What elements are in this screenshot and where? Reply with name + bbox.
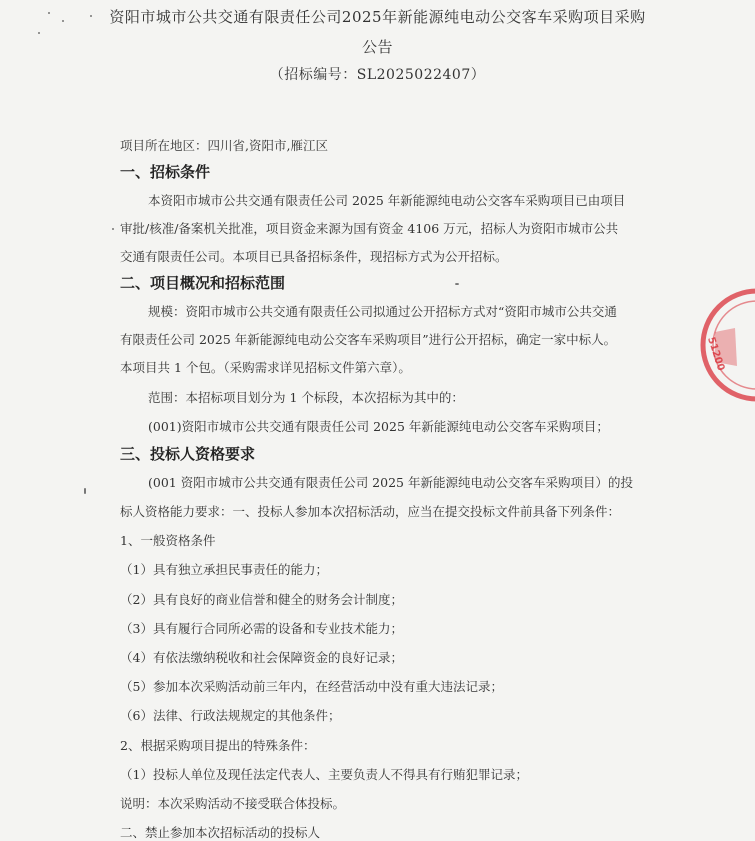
section3-para-line: 说明：本次采购活动不接受联合体投标。 [120,796,346,811]
section3-para-line: （5）参加本次采购活动前三年内，在经营活动中没有重大违法记录； [120,679,503,694]
section3-para-line: （3）具有履行合同所必需的设备和专业技术能力； [120,621,403,636]
section2-para-line: 范围：本招标项目划分为 1 个标段，本次招标为其中的： [148,390,464,405]
document-title-line2: 公告 [361,38,393,56]
project-location: 项目所在地区：四川省,资阳市,雁江区 [120,138,328,153]
section3-para-line: 二、禁止参加本次招标活动的投标人 [120,825,321,840]
bid-number: （招标编号：SL2025022407） [269,67,486,83]
svg-text:51200: 51200 [705,335,727,373]
section3-para-line: （1）投标人单位及现任法定代表人、主要负责人不得具有行贿犯罪记录； [120,767,528,782]
scan-speck [38,32,40,34]
section3-para-line: （2）具有良好的商业信誉和健全的财务会计制度； [120,592,403,607]
section1-heading: 一、招标条件 [120,163,211,181]
scan-speck [455,283,459,285]
section3-para-line: (001 资阳市城市公共交通有限责任公司 2025 年新能源纯电动公交客车采购项目）的投 [148,475,633,490]
section1-para-line: 交通有限责任公司。本项目已具备招标条件，现招标方式为公开招标。 [120,249,508,264]
section3-para-line: 1、一般资格条件 [120,533,216,548]
scan-speck [112,228,114,230]
document-title-line1: 资阳市城市公共交通有限责任公司2025年新能源纯电动公交客车采购项目采购 [109,8,646,26]
section2-para-line: 规模：资阳市城市公共交通有限责任公司拟通过公开招标方式对“资阳市城市公共交通 [148,304,617,319]
section2-heading: 二、项目概况和招标范围 [120,274,286,292]
section1-para-line: 审批/核准/备案机关批准，项目资金来源为国有资金 4106 万元，招标人为资阳市城市公共 [120,221,619,236]
section1-para-line: 本资阳市城市公共交通有限责任公司 2025 年新能源纯电动公交客车采购项目已由项目 [148,193,626,208]
section2-para-line: (001)资阳市城市公共交通有限责任公司 2025 年新能源纯电动公交客车采购项目； [148,419,609,434]
official-seal-stamp [695,280,755,410]
section3-para-line: （4）有依法缴纳税收和社会保障资金的良好记录； [120,650,403,665]
scan-speck [84,488,86,494]
section2-para-line: 有限责任公司 2025 年新能源纯电动公交客车采购项目”进行公开招标，确定一家中标人。 [120,332,617,347]
section3-para-line: （1）具有独立承担民事责任的能力； [120,562,328,577]
section3-para-line: 标人资格能力要求：一、投标人参加本次招标活动，应当在提交投标文件前具备下列条件： [120,504,621,519]
section2-para-line: 本项目共 1 个包。（采购需求详见招标文件第六章）。 [120,360,411,375]
section3-heading: 三、投标人资格要求 [120,445,256,463]
section3-para-line: 2、根据采购项目提出的特殊条件： [120,738,316,753]
section3-para-line: （6）法律、行政法规规定的其他条件； [120,708,341,723]
